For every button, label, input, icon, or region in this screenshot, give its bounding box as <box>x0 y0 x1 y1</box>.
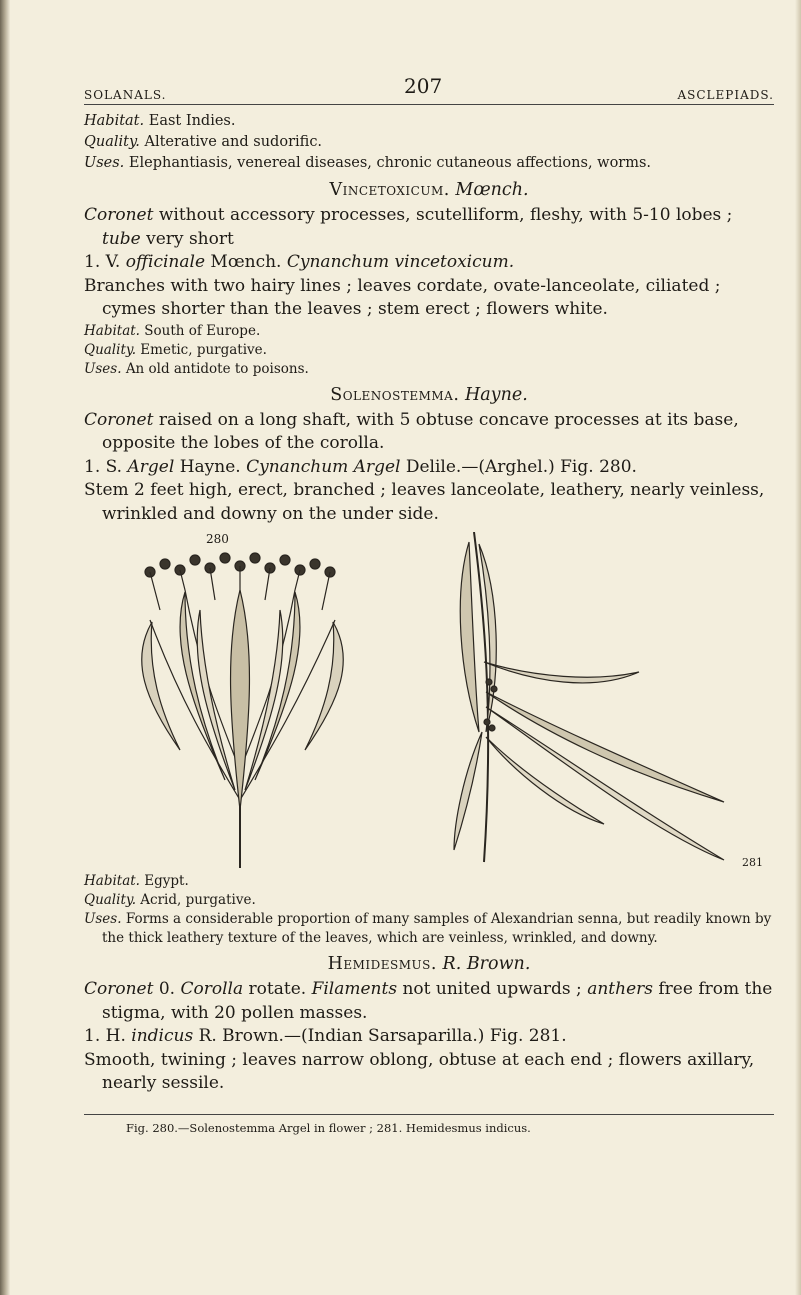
solenostemma-species: 1. S. Argel Hayne. Cynanchum Argel Delile.—(Arghel.) Fig. 280. <box>84 456 637 477</box>
vincetoxicum-uses: Uses. An old antidote to poisons. <box>84 360 309 377</box>
solenostemma-quality: Quality. Acrid, purgative. <box>84 892 256 908</box>
hemidesmus-coronet: Coronet 0. Corolla rotate. Filaments not united upwards ; anthers free from the stigma, with 20 pollen masses. <box>84 979 773 1023</box>
book-spine-shadow <box>0 0 10 1295</box>
vincetoxicum-habitat: Habitat. South of Europe. <box>84 322 261 339</box>
page-number: 207 <box>404 74 443 98</box>
figure-280-solenostemma-illustration <box>90 550 390 868</box>
intro-uses: Uses. Elephantiasis, venereal diseases, chronic cutaneous affections, worms. <box>84 155 652 171</box>
figure-caption: Fig. 280.—Solenostemma Argel in flower ; 281. Hemidesmus indicus. <box>84 1114 774 1135</box>
vincetoxicum-quality: Quality. Emetic, purgative. <box>84 341 267 358</box>
vincetoxicum-species: 1. V. officinale Mœnch. Cynanchum vincetoxicum. <box>84 252 515 272</box>
genus-heading-hemidesmus: Hemidesmus. R. Brown. <box>327 954 531 974</box>
genus-heading-vincetoxicum: Vincetoxicum. Mœnch. <box>329 180 529 200</box>
figure-281-number: 281 <box>742 856 763 869</box>
page-edge <box>795 0 801 1295</box>
book-page <box>84 72 774 1135</box>
running-head-right: ASCLEPIADS. <box>677 88 774 102</box>
intro-quality: Quality. Alterative and sudorific. <box>84 134 323 150</box>
hemidesmus-species: 1. H. indicus R. Brown.—(Indian Sarsaparilla.) Fig. 281. <box>84 1026 567 1046</box>
figure-280-number: 280 <box>206 532 229 546</box>
genus-heading-solenostemma: Solenostemma. Hayne. <box>330 384 528 405</box>
solenostemma-uses: Uses. Forms a considerable proportion of many samples of Alexandrian senna, but readily known by the thick leathery texture of the leaves, which are veinless, wrinkled, and downy. <box>84 911 772 946</box>
hemidesmus-description: Smooth, twining ; leaves narrow oblong, obtuse at each end ; flowers axillary, nearly sessile. <box>84 1049 755 1093</box>
running-head-left: SOLANALS. <box>84 88 167 102</box>
header-rule <box>84 104 774 105</box>
vincetoxicum-description: Branches with two hairy lines ; leaves cordate, ovate-lanceolate, ciliated ; cymes shorter than the leaves ; stem erect ; flowers white. <box>84 275 721 319</box>
solenostemma-coronet: Coronet raised on a long shaft, with 5 obtuse concave processes at its base, opposite the lobes of the corolla. <box>84 409 739 453</box>
figure-281-hemidesmus-illustration <box>424 532 754 868</box>
solenostemma-habitat: Habitat. Egypt. <box>84 873 189 889</box>
running-head <box>84 72 774 102</box>
solenostemma-description: Stem 2 feet high, erect, branched ; leaves lanceolate, leathery, nearly veinless, wrinkled and downy on the under side. <box>84 480 765 524</box>
vincetoxicum-coronet: Coronet without accessory processes, scutelliform, fleshy, with 5-10 lobes ; tube very short <box>84 205 733 249</box>
figure-plates <box>84 532 774 868</box>
intro-habitat: Habitat. East Indies. <box>84 113 236 129</box>
